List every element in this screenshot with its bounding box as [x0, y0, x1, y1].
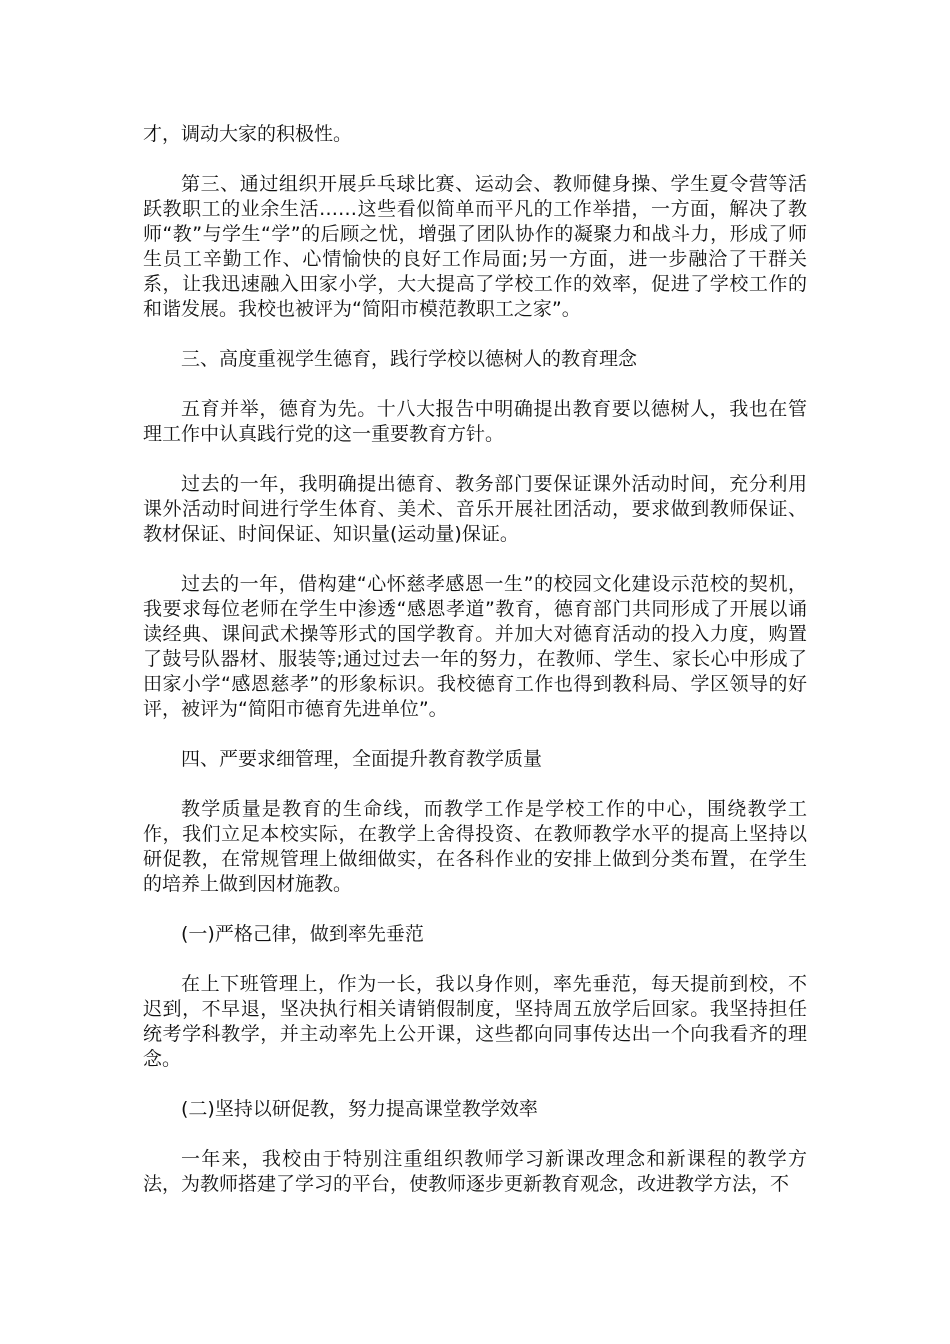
paragraph-extracurricular: 过去的一年，我明确提出德育、教务部门要保证课外活动时间，充分利用课外活动时间进行学生体育、美术、音乐开展社团活动，要求做到教师保证、教材保证、时间保证、知识量(运动量)保证。	[143, 473, 807, 545]
paragraph-five-educations: 五育并举，德育为先。十八大报告中明确提出教育要以德树人，我也在管理工作中认真践行党的这一重要教育方针。	[143, 398, 807, 445]
paragraph-leading-by-example: 在上下班管理上，作为一长，我以身作则，率先垂范，每天提前到校，不迟到，不早退，坚决执行相关请销假制度，坚持周五放学后回家。我坚持担任统考学科教学，并主动率先上公开课，这些都向同事传达出一个向我看齐的理念。	[143, 973, 807, 1070]
section-heading-moral-education: 三、高度重视学生德育，践行学校以德树人的教育理念	[181, 348, 638, 370]
paragraph-third-point: 第三、通过组织开展乒乓球比赛、运动会、教师健身操、学生夏令营等活跃教职工的业余生活……这些看似简单而平凡的工作举措，一方面，解决了教师“教”与学生“学”的后顾之忧，增强了团队协作的凝聚力和战斗力，形成了师生员工辛勤工作、心情愉快的良好工作局面;另一方面，进一步融洽了干群关系，让我迅速融入田家小学，大大提高了学校工作的效率，促进了学校工作的和谐发展。我校也被评为“简阳市模范教职工之家”。	[143, 173, 807, 320]
paragraph-new-curriculum: 一年来，我校由于特别注重组织教师学习新课改理念和新课程的教学方法，为教师搭建了学习的平台，使教师逐步更新教育观念，改进教学方法，不	[143, 1148, 807, 1195]
subheading-self-discipline: (一)严格己律，做到率先垂范	[181, 923, 424, 945]
paragraph-teaching-quality: 教学质量是教育的生命线，而教学工作是学校工作的中心，围绕教学工作，我们立足本校实际，在教学上舍得投资、在教师教学水平的提高上坚持以研促教，在常规管理上做细做实，在各科作业的安排上做到分类布置，在学生的培养上做到因材施教。	[143, 798, 807, 895]
paragraph-campus-culture: 过去的一年，借构建“心怀慈孝感恩一生”的校园文化建设示范校的契机，我要求每位老师在学生中渗透“感恩孝道”教育，德育部门共同形成了开展以诵读经典、课间武术操等形式的国学教育。并加大对德育活动的投入力度，购置了鼓号队器材、服装等;通过过去一年的努力，在教师、学生、家长心中形成了田家小学“感恩慈孝”的形象标识。我校德育工作也得到教科局、学区领导的好评，被评为“简阳市德育先进单位”。	[143, 573, 807, 720]
subheading-research-teaching: (二)坚持以研促教，努力提高课堂教学效率	[181, 1098, 538, 1120]
paragraph-continuation: 才，调动大家的积极性。	[143, 123, 353, 145]
document-body	[143, 122, 807, 1222]
section-heading-management: 四、严要求细管理，全面提升教育教学质量	[181, 748, 543, 770]
